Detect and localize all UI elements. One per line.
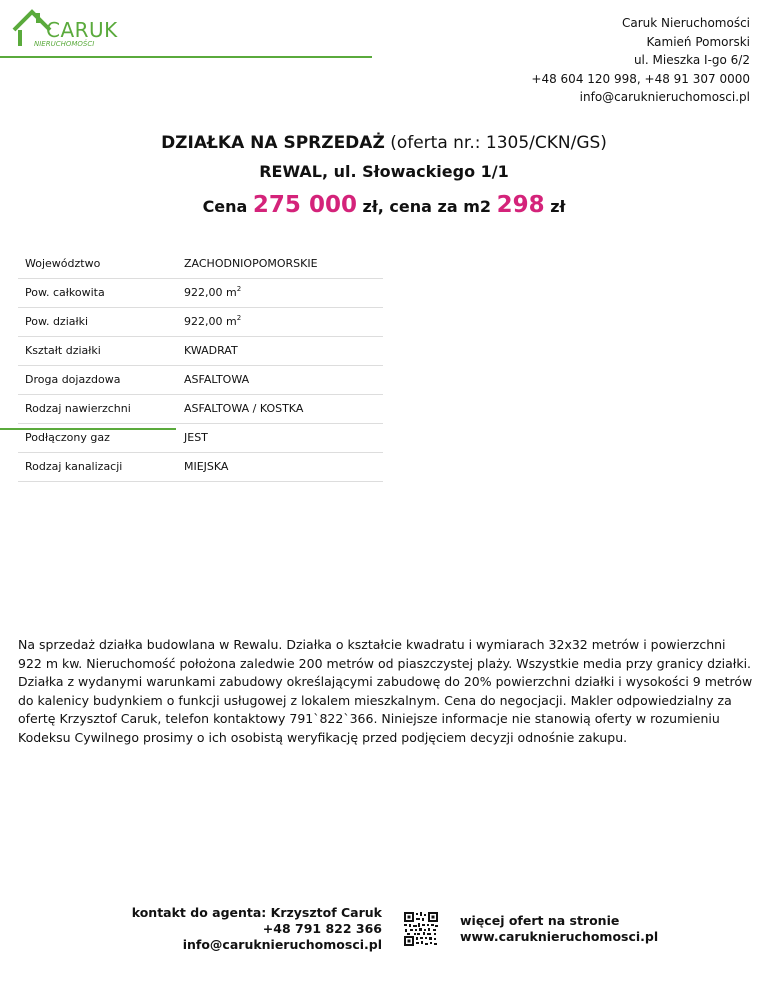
price-label: Cena: [202, 197, 248, 216]
param-value: ASFALTOWA / KOSTKA: [184, 402, 304, 415]
price-m2-label: , cena za m2: [377, 197, 492, 216]
offer-location: REWAL, ul. Słowackiego 1/1: [259, 162, 509, 181]
table-row: [18, 308, 383, 337]
table-row: [18, 337, 383, 366]
offer-title: [0, 130, 768, 156]
agent-contact: [132, 905, 382, 953]
company-phones: +48 604 120 998, +48 91 307 0000: [531, 71, 750, 86]
param-value: ASFALTOWA: [184, 373, 250, 386]
param-value: MIEJSKA: [184, 460, 229, 473]
agent-name: kontakt do agenta: Krzysztof Caruk: [131, 905, 382, 920]
company-city: Kamień Pomorski: [646, 34, 750, 49]
offer-title-block: [0, 130, 768, 223]
table-row: [18, 366, 383, 395]
param-label: Podłączony gaz: [25, 431, 110, 444]
website-contact: [460, 913, 658, 945]
param-label: Rodzaj kanalizacji: [25, 460, 123, 473]
param-value: ZACHODNIOPOMORSKIE: [184, 257, 318, 270]
price-currency: zł: [362, 197, 378, 216]
company-email[interactable]: info@caruknieruchomosci.pl: [579, 90, 750, 104]
params-table: [18, 250, 383, 482]
param-value: JEST: [184, 431, 208, 444]
accent-divider: [0, 428, 176, 430]
param-label: Kształt działki: [25, 344, 101, 357]
table-row: [18, 453, 383, 482]
qr-code-icon[interactable]: [404, 912, 438, 946]
param-value: 922,00 $m^2$: [184, 314, 242, 328]
table-row: [18, 250, 383, 279]
param-label: Droga dojazdowa: [25, 373, 121, 386]
logo-subtitle: NIERUCHOMOŚCI: [34, 40, 95, 48]
table-row: [18, 279, 383, 308]
param-label: Pow. działki: [25, 315, 89, 328]
company-logo: [12, 8, 118, 50]
price-value: 275 000: [252, 192, 357, 218]
param-value: KWADRAT: [184, 344, 238, 357]
offer-type: DZIAŁKA NA SPRZEDAŻ: [161, 133, 385, 153]
price-m2-value: 298: [496, 192, 545, 218]
company-street: ul. Mieszka I-go 6/2: [633, 53, 750, 67]
header-divider: [0, 56, 372, 58]
more-offers-label: więcej ofert na stronie: [460, 913, 620, 928]
offer-description: Na sprzedaż działka budowlana w Rewalu. Działka o kształcie kwadratu i wymiarach 32x32 metrów i powierzchni 922 m kw. Nieruchomość położona zaledwie 200 metrów od piaszczystej plaży. Wszystkie media przy granicy działki. Działka z wydanymi warunkami zabudowy określającymi zabudowę do 20% powierzchni działki i wysokości 9 metrów do kalenicy budynkiem o funkcji usługowej z lokalem mieszkalnym. Cena do negocjacji. Makler odpowiedzialny za ofertę Krzysztof Caruk, telefon kontaktowy 791`822`366. Niniejsze informacje nie stanowią oferty w rozumieniu Kodeksu Cywilnego prosimy o ich osobistą weryfikację przed podjęciem decyzji odnośnie zakupu.: [18, 637, 753, 745]
param-label: Pow. całkowita: [25, 286, 105, 299]
offer-price-line: [0, 189, 768, 223]
agent-phone[interactable]: +48 791 822 366: [262, 921, 382, 936]
offer-number: (oferta nr.: 1305/CKN/GS): [390, 133, 607, 153]
param-label: Rodzaj nawierzchni: [25, 402, 131, 415]
company-name: Caruk Nieruchomości: [621, 16, 750, 30]
logo-name: CARUK: [46, 18, 118, 42]
table-row: [18, 395, 383, 424]
price-m2-currency: zł: [550, 197, 566, 216]
agent-email[interactable]: info@caruknieruchomosci.pl: [182, 937, 382, 952]
param-value: 922,00 $m^2$: [184, 285, 242, 299]
param-label: Województwo: [25, 257, 101, 270]
company-address: [531, 14, 750, 107]
website-link[interactable]: www.caruknieruchomosci.pl: [460, 929, 659, 944]
